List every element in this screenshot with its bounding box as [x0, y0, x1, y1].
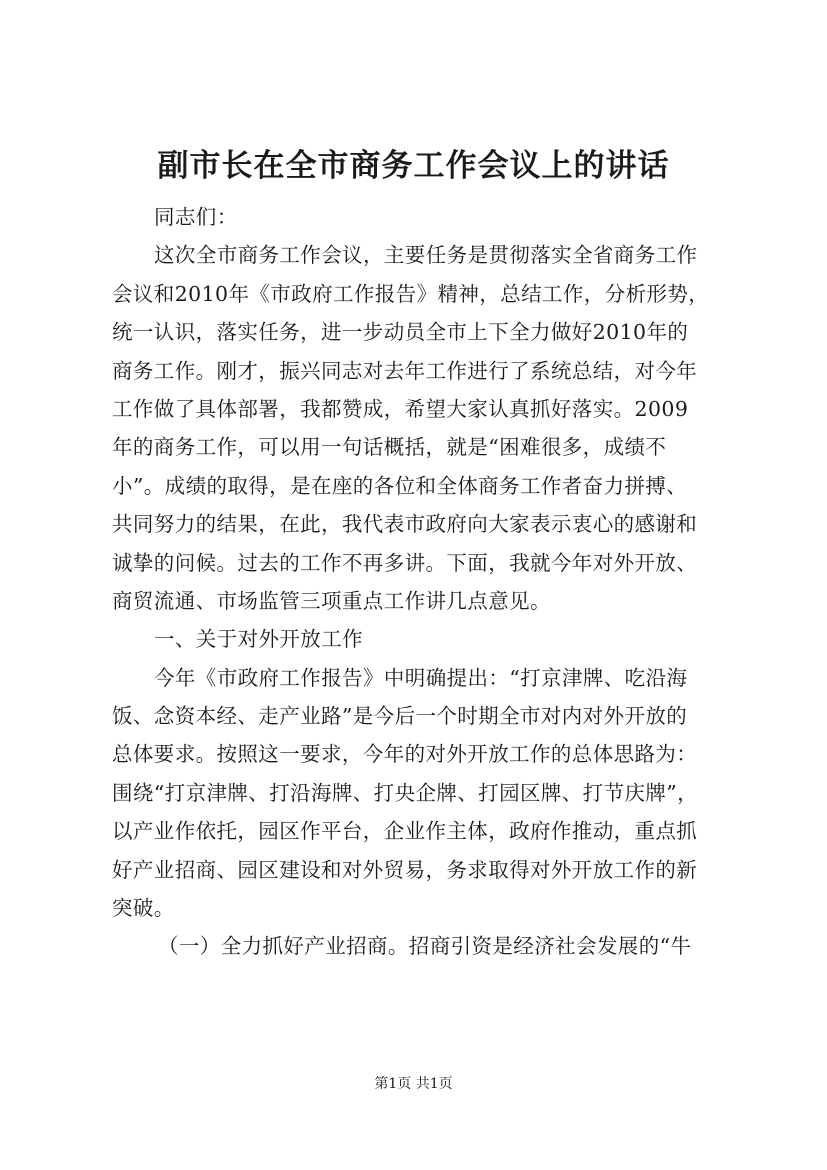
subsection-line: （一）全力抓好产业招商。招商引资是经济社会发展的“牛 — [158, 934, 692, 959]
paragraph-line: 会议和2010年《市政府工作报告》精神，总结工作，分析形势， — [112, 281, 710, 306]
paragraph-line: 工作做了具体部署，我都赞成，希望大家认真抓好落实。2009 — [112, 396, 689, 421]
paragraph-line: 围绕“打京津牌、打沿海牌、打央企牌、打园区牌、打节庆牌”， — [112, 780, 699, 805]
paragraph-line: 共同努力的结果，在此，我代表市政府向大家表示衷心的感谢和 — [112, 512, 698, 537]
paragraph-line: 突破。 — [112, 896, 175, 921]
salutation: 同志们： — [154, 205, 238, 229]
paragraph-line: 商务工作。刚才，振兴同志对去年工作进行了系统总结，对今年 — [112, 358, 698, 383]
paragraph-line: 总体要求。按照这一要求，今年的对外开放工作的总体思路为： — [112, 742, 698, 767]
section-heading: 一、关于对外开放工作 — [154, 627, 363, 652]
paragraph-line: 好产业招商、园区建设和对外贸易，务求取得对外开放工作的新 — [112, 857, 698, 882]
paragraph-line: 统一认识，落实任务，进一步动员全市上下全力做好2010年的 — [112, 320, 689, 345]
paragraph-line: 诚挚的问候。过去的工作不再多讲。下面，我就今年对外开放、 — [112, 550, 698, 575]
paragraph-line: 小”。成绩的取得，是在座的各位和全体商务工作者奋力拼搏、 — [112, 473, 688, 498]
document-title: 副市长在全市商务工作会议上的讲话 — [157, 148, 670, 184]
paragraph-line: 商贸流通、市场监管三项重点工作讲几点意见。 — [112, 588, 551, 613]
paragraph-line: 年的商务工作，可以用一句话概括，就是“困难很多，成绩不 — [112, 435, 667, 460]
page-footer: 第1页 共1页 — [374, 1076, 453, 1092]
paragraph-line: 饭、念资本经、走产业路”是今后一个时期全市对内对外开放的 — [112, 704, 688, 729]
document-body — [112, 198, 740, 966]
paragraph-line: 今年《市政府工作报告》中明确提出：“打京津牌、吃沿海 — [154, 665, 688, 690]
paragraph-line: 以产业作依托，园区作平台，企业作主体，政府作推动，重点抓 — [112, 819, 698, 844]
paragraph-line: 这次全市商务工作会议，主要任务是贯彻落实全省商务工作 — [154, 243, 698, 268]
